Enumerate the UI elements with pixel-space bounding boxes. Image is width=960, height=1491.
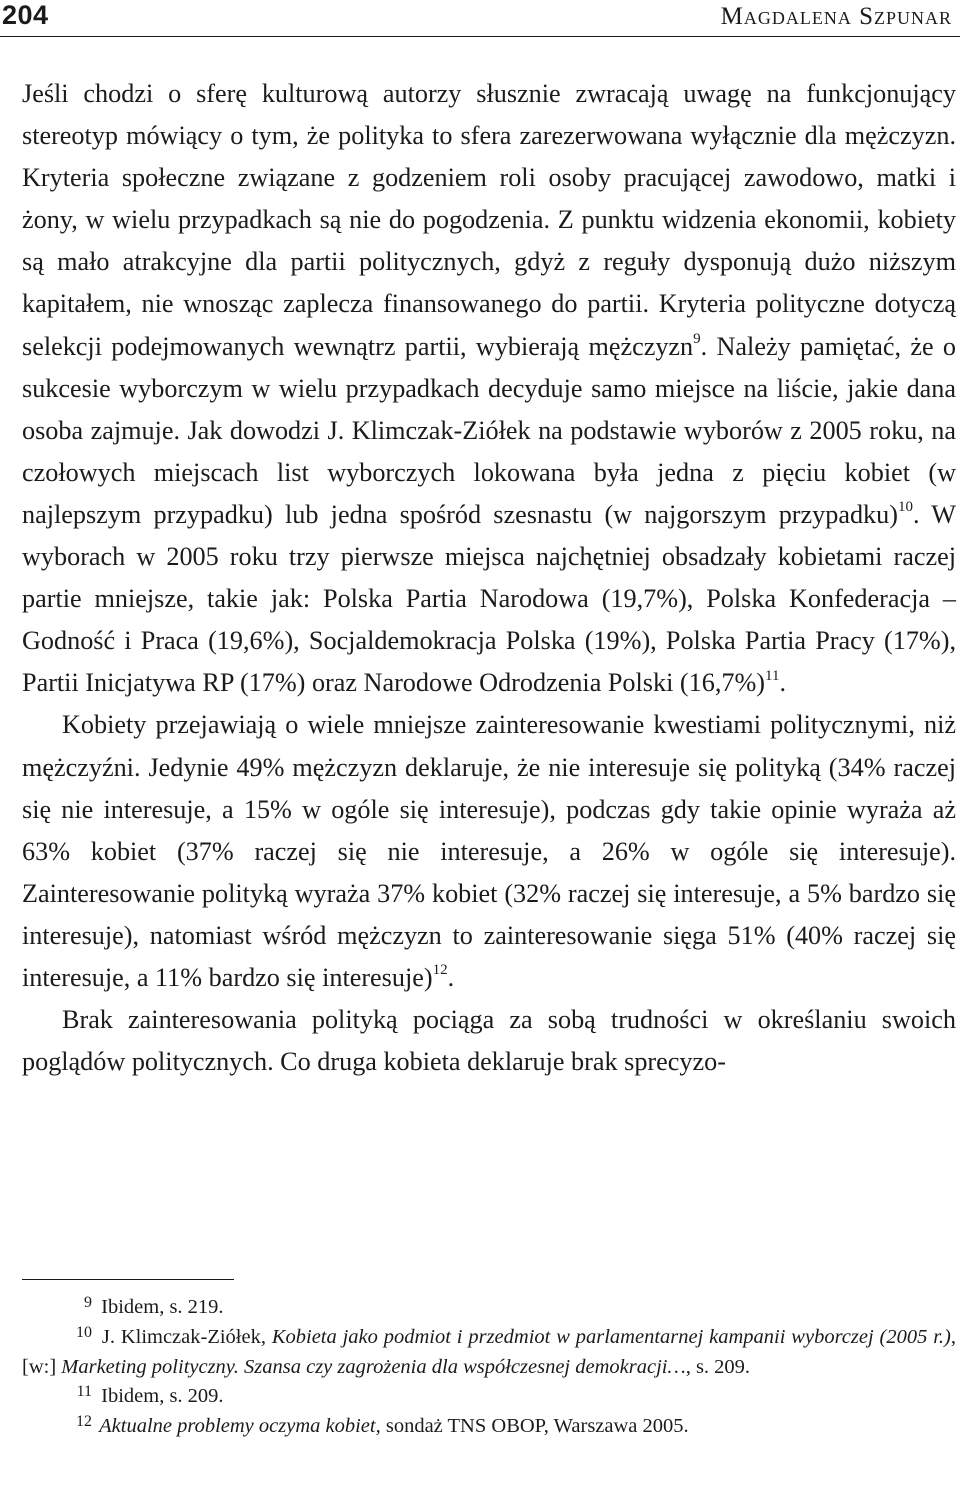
footnote-number: 12 xyxy=(76,1413,92,1430)
footnote-title-italic: Kobieta jako podmiot i przedmiot w parlamentarnej kampanii wyborczej (2005 r.) xyxy=(271,1326,951,1348)
paragraph-1-text-a: Jeśli chodzi o sferę kulturową autorzy słusznie zwracają uwagę na funkcjonujący stereotyp mówiący o tym, że polityka to sfera zarezerwowana wyłącznie dla mężczyzn. Kryteria społeczne związane z godzeniem roli osoby pracującej zawodowo, matki i żony, w wielu przypadkach są nie do pogodzenia. Z punktu widzenia ekonomii, kobiety są mało atrakcyjne dla partii politycznych, gdyż z reguły dysponują dużo niższym kapitałem, nie wnosząc zaplecza finansowanego do partii. Kryteria polityczne dotyczą selekcji podejmowanych wewnątrz partii, wybierają mężczyzn xyxy=(22,79,956,361)
footnote-number: 11 xyxy=(76,1383,92,1400)
body-text xyxy=(22,73,956,1083)
footnote-11 xyxy=(22,1382,956,1412)
footnote-separator xyxy=(22,1279,234,1280)
footnote-ref-9[interactable]: 9 xyxy=(693,330,701,347)
page-number: 204 xyxy=(2,0,49,30)
footnote-number: 9 xyxy=(84,1294,92,1311)
paragraph-1-text-d: . xyxy=(779,668,786,698)
footnote-text: Ibidem, s. 219. xyxy=(101,1296,224,1318)
footnote-text: Ibidem, s. 209. xyxy=(101,1385,224,1407)
footnote-number: 10 xyxy=(76,1324,92,1341)
footnotes xyxy=(22,1293,956,1442)
paragraph-2-text-b: . xyxy=(447,962,455,992)
footnote-ref-10[interactable]: 10 xyxy=(897,499,913,516)
footnote-text-author: J. Klimczak-Ziółek, xyxy=(101,1326,272,1348)
footnote-book-title-italic: Marketing polityczny. Szansa czy zagrożenia dla współczesnej demokracji… xyxy=(61,1356,686,1378)
footnote-title-italic: Aktualne problemy oczyma kobiet, xyxy=(99,1415,381,1437)
paragraph-1 xyxy=(22,73,956,704)
footnote-9 xyxy=(22,1293,956,1323)
footnote-text-in: , [w:] xyxy=(22,1326,956,1378)
header-rule xyxy=(0,36,960,37)
paragraph-1-text-b: . Należy pamiętać, że o sukcesie wyborczym w wielu przypadkach decyduje samo miejsce na liście, jakie dana osoba zajmuje. Jak dowodzi J. Klimczak-Ziółek na podstawie wyborów z 2005 roku, na czołowych miejscach list wyborczych lokowana była jedna z pięciu kobiet (w najlepszym przypadku) lub jedna spośród szesnastu (w najgorszym przypadku) xyxy=(22,331,957,529)
page-header xyxy=(0,0,960,40)
running-head-author: Magdalena Szpunar xyxy=(720,3,952,30)
paragraph-2 xyxy=(22,704,956,999)
footnote-text-page: , s. 209. xyxy=(685,1356,751,1378)
paragraph-3 xyxy=(22,999,956,1083)
footnote-ref-11[interactable]: 11 xyxy=(765,667,780,684)
paragraph-1-text-c: . W wyborach w 2005 roku trzy pierwsze miejsca najchętniej obsadzały kobietami raczej partie mniejsze, takie jak: Polska Partia Narodowa (19,7%), Polska Konfederacja – Godność i Praca (19,6%), Socjaldemokracja Polska (19%), Polska Partia Pracy (17%), Partii Inicjatywa RP (17%) oraz Narodowe Odrodzenia Polski (16,7%) xyxy=(22,499,956,698)
footnote-text-source: sondaż TNS OBOP, Warszawa 2005. xyxy=(380,1415,689,1437)
footnote-ref-12[interactable]: 12 xyxy=(432,962,448,979)
paragraph-2-text-a: Kobiety przejawiają o wiele mniejsze zainteresowanie kwestiami politycznymi, niż mężczyźni. Jedynie 49% mężczyzn deklaruje, że nie interesuje się polityką (34% raczej się nie interesuje, a 15% w ogóle się interesuje), podczas gdy takie opinie wyraża aż 63% kobiet (37% raczej się nie interesuje, a 26% w ogóle się interesuje). Zainteresowanie polityką wyraża 37% kobiet (32% raczej się interesuje, a 5% bardzo się interesuje), natomiast wśród mężczyzn to zainteresowanie sięga 51% (40% raczej się interesuje, a 11% bardzo się interesuje) xyxy=(22,710,956,992)
footnote-12 xyxy=(22,1412,956,1442)
paragraph-3-text: Brak zainteresowania polityką pociąga za sobą trudności w określaniu swoich poglądów politycznych. Co druga kobieta deklaruje brak sprecyzo- xyxy=(22,1005,956,1077)
footnote-10 xyxy=(22,1323,956,1382)
